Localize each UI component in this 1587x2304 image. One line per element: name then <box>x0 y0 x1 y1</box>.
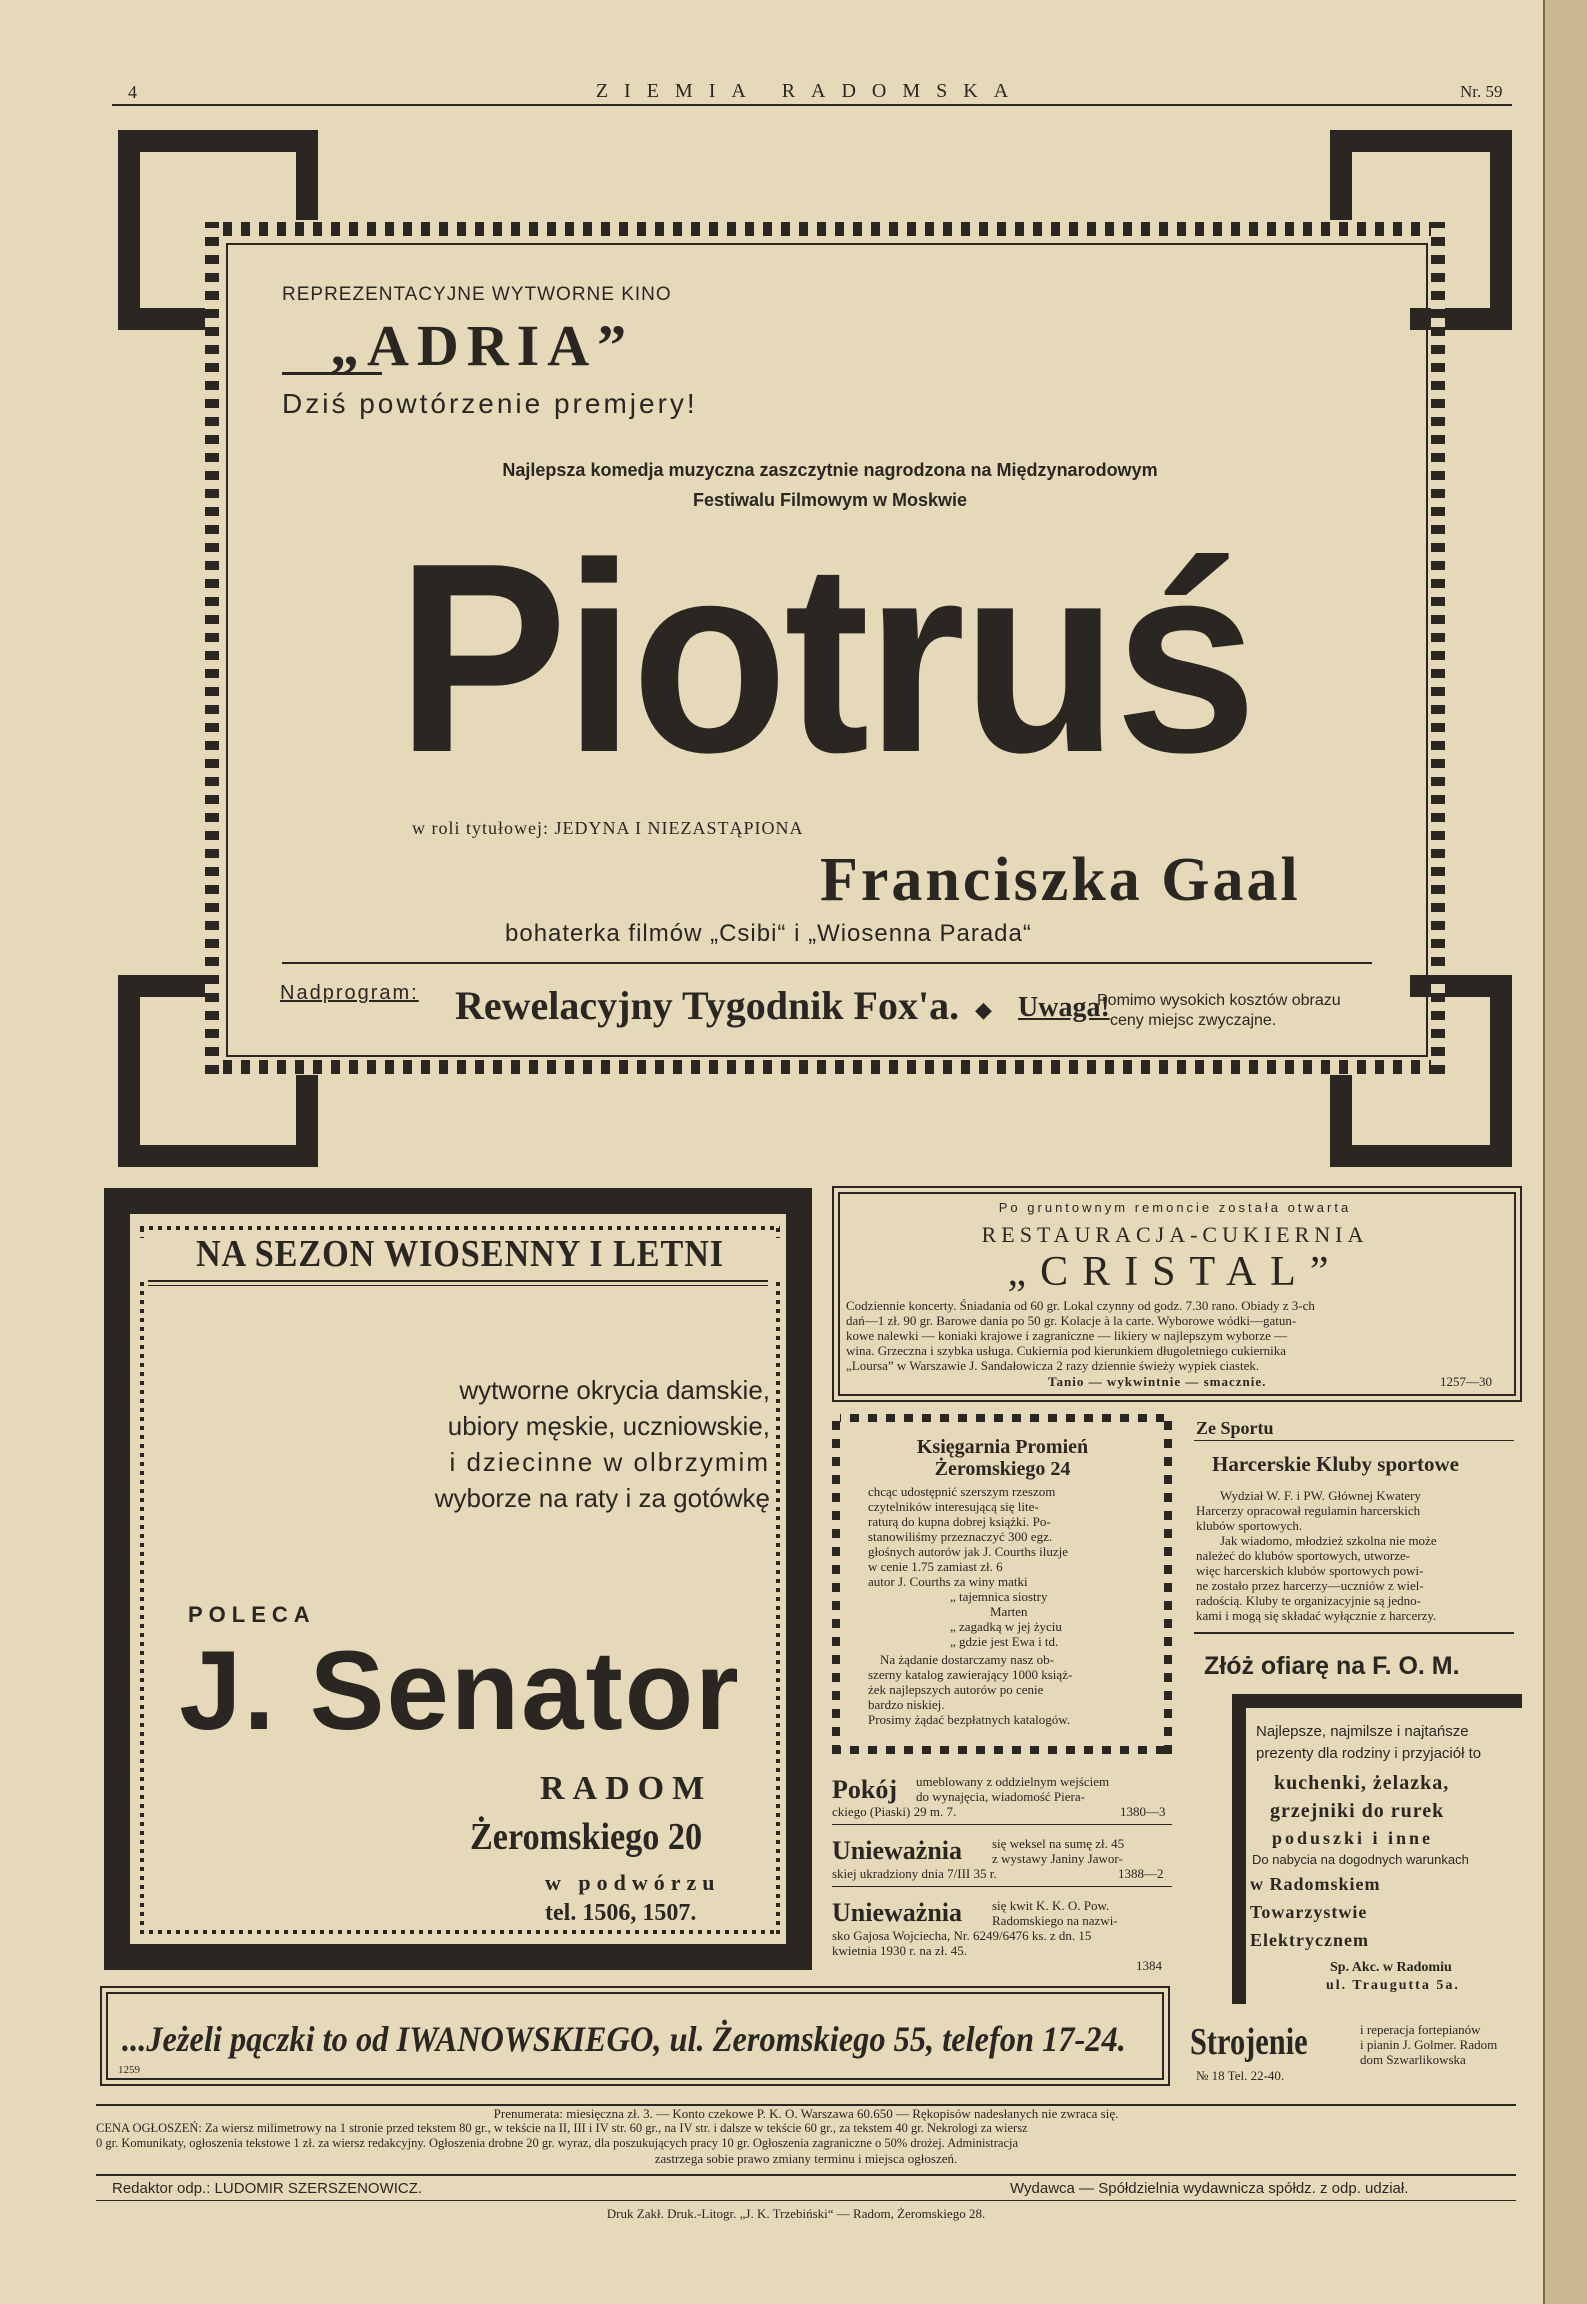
bookshop-address: Żeromskiego 24 <box>934 1458 1071 1480</box>
fom-headline: Złóż ofiarę na F. O. M. <box>1204 1652 1460 1680</box>
film-title: Piotruś <box>396 508 1254 809</box>
bookshop-line: czytelników interesującą się lite- <box>868 1499 1039 1514</box>
senator-tel: tel. 1506, 1507. <box>545 1900 697 1926</box>
fom-line-4: grzejniki do rurek <box>1270 1800 1445 1822</box>
fom-line-3: kuchenki, żelazka, <box>1274 1772 1450 1794</box>
cristal-name: „CRISTAL” <box>1007 1249 1343 1295</box>
footer-pricing-2: 0 gr. Komunikaty, ogłoszenia tekstowe 1 zł. za wiersz redakcyjny. Ogłoszenia drobne 20 gr. wyraz, dla poszukujących pracy 10 gr. Ogłoszenia zagraniczne o 50% drożej. Administracja <box>96 2136 1019 2150</box>
cristal-body-5: „Loursa” w Warszawie J. Sandałowicza 2 razy dziennie świeży wypiek ciastek. <box>846 1358 1260 1373</box>
bookshop-line: Na żądanie dostarczamy nasz ob- <box>880 1652 1054 1667</box>
bookshop-line: stanowiliśmy przeznaczyć 300 egz. <box>868 1529 1053 1544</box>
bookshop-line: raturą do kupna dobrej książki. Po- <box>868 1514 1051 1529</box>
fom-line-10: Sp. Akc. w Radomiu <box>1330 1960 1452 1975</box>
premiere-repeat: Dziś powtórzenie premjery! <box>282 388 698 419</box>
supplement-title: Rewelacyjny Tygodnik Fox'a. <box>455 983 960 1028</box>
fom-line-2: prezenty dla rodziny i przyjaciół to <box>1256 1745 1482 1762</box>
small-ad-text: skiej ukradziony dnia 7/III 35 r. <box>832 1866 997 1881</box>
header-rule <box>112 104 1512 106</box>
small-ad-text: z wystawy Janiny Jawor- <box>992 1851 1123 1866</box>
footer-printer: Druk Zakł. Druk.-Litogr. „J. K. Trzebiński“ — Radom, Żeromskiego 28. <box>606 2206 986 2221</box>
senator-name: J. Senator <box>179 1628 741 1753</box>
bookshop-line: bardzo niskiej. <box>868 1697 945 1712</box>
footer-publisher: Wydawca — Spółdzielnia wydawnicza spółdz. z odp. udział. <box>1010 2180 1409 2197</box>
fom-line-6: Do nabycia na dogodnych warunkach <box>1252 1852 1469 1867</box>
strojenie-text: i reperacja fortepianów <box>1360 2022 1481 2037</box>
senator-line-4: wyborze na raty i za gotówkę <box>434 1483 770 1513</box>
strojenie-number: № 18 Tel. 22-40. <box>1196 2068 1285 2083</box>
heroine-line: bohaterka filmów „Csibi“ i „Wiosenna Parada“ <box>505 920 1032 947</box>
cristal-body-1: Codziennie koncerty. Śniadania od 60 gr. Lokal czynny od godz. 7.30 rano. Obiady z 3-ch <box>846 1298 1315 1313</box>
bookshop-line: w cenie 1.75 zamiast zł. 6 <box>868 1559 1003 1574</box>
sport-title: Harcerskie Kluby sportowe <box>1212 1452 1459 1476</box>
cristal-slogan: Tanio — wykwintnie — smacznie. <box>1048 1374 1267 1389</box>
fom-line-1: Najlepsze, najmilsze i najtańsze <box>1256 1723 1469 1740</box>
cristal-type: RESTAURACJA-CUKIERNIA <box>981 1222 1369 1247</box>
footer-pricing-1: CENA OGŁOSZEŃ: Za wiersz milimetrowy na 1 stronie przed tekstem 80 gr., w tekście na II, III i IV str. 60 gr., na IV str. i dalsze w tekście 60 gr., za tekstem 40 gr. Nekrologi za wiersz <box>96 2121 1028 2135</box>
sport-section-label: Ze Sportu <box>1196 1418 1274 1438</box>
poleca-label: POLECA <box>188 1602 316 1627</box>
senator-line-1: wytworne okrycia damskie, <box>459 1375 770 1405</box>
small-ad-text: do wynajęcia, wiadomość Piera- <box>916 1789 1085 1804</box>
page-number: 4 <box>128 82 137 102</box>
senator-city: RADOM <box>540 1770 713 1807</box>
fom-line-5: poduszki i inne <box>1272 1828 1434 1848</box>
bookshop-line: autor J. Courths za winy matki <box>868 1574 1028 1589</box>
footer-pricing-3: zastrzega sobie prawo zmiany terminu i miejsca ogłoszeń. <box>654 2151 958 2166</box>
bookshop-name: Księgarnia Promień <box>916 1436 1089 1458</box>
film-description-2: Festiwalu Filmowym w Moskwie <box>692 490 968 510</box>
bookshop-line: żek najlepszych autorów po cenie <box>868 1682 1044 1697</box>
newspaper-title: ZIEMIA RADOMSKA <box>595 80 1025 102</box>
strojenie-text: dom Szwarlikowska <box>1360 2052 1466 2067</box>
senator-courtyard: w podwórzu <box>545 1870 721 1895</box>
bookshop-line: „ gdzie jest Ewa i td. <box>950 1634 1059 1649</box>
small-ad-ref: 1380—3 <box>1120 1804 1166 1819</box>
cristal-body-2: dań—1 zł. 90 gr. Barowe dania po 50 gr. Kolacje à la carte. Wyborowe wódki—gatun- <box>846 1313 1297 1328</box>
footer-editor: Redaktor odp.: LUDOMIR SZERSZENOWICZ. <box>112 2180 423 2197</box>
small-ad-text: sko Gajosa Wojciecha, Nr. 6249/6476 ks. z dn. 15 kwietnia 1930 r. na zł. 45. <box>832 1928 1092 1958</box>
sport-line: więc harcerskich klubów sportowych powi- <box>1196 1563 1424 1578</box>
paczki-ref: 1259 <box>118 2064 140 2076</box>
adjacent-page-edge <box>1543 0 1587 2304</box>
small-ad-text: umeblowany z oddzielnym wejściem <box>916 1774 1110 1789</box>
strojenie-title: Strojenie <box>1190 2021 1308 2063</box>
footer-subscription: Prenumerata: miesięczna zł. 3. — Konto czekowe P. K. O. Warszawa 60.650 — Rękopisów nadesłanych nie zwraca się. <box>493 2106 1119 2121</box>
sport-line: Wydział W. F. i PW. Głównej Kwatery <box>1220 1488 1421 1503</box>
cristal-body-3: kowe nalewki — koniaki krajowe i zagraniczne — likiery w najlepszym wyborze — <box>846 1328 1288 1343</box>
bookshop-line: chcąc udostępnić szerszym rzeszom <box>868 1484 1056 1499</box>
bookshop-line: Marten <box>990 1604 1028 1619</box>
bookshop-line: szerny katalog zawierający 1000 książ- <box>868 1667 1073 1682</box>
bookshop-line: Prosimy żądać bezpłatnych katalogów. <box>868 1712 1071 1727</box>
notice-label: Uwaga! <box>1018 992 1110 1023</box>
sport-line: Jak wiadomo, młodzież szkolna nie może <box>1220 1533 1437 1548</box>
sport-line: należeć do klubów sportowych, utworze- <box>1196 1548 1411 1563</box>
senator-headline: NA SEZON WIOSENNY I LETNI <box>195 1233 725 1275</box>
cristal-intro: Po gruntownym remoncie została otwarta <box>998 1200 1352 1215</box>
title-role-line: w roli tytułowej: JEDYNA I NIEZASTĄPIONA <box>412 818 804 838</box>
strojenie-text: i pianin J. Golmer. Radom <box>1360 2037 1498 2052</box>
cristal-body-4: wina. Grzeczna i szybka usługa. Cukiernia pod kierunkiem długoletniego cukiernika <box>846 1343 1287 1358</box>
adria-intro: REPREZENTACYJNE WYTWORNE KINO <box>282 284 672 305</box>
supplement-label: Nadprogram: <box>280 982 419 1004</box>
fom-line-9: Elektrycznem <box>1250 1930 1369 1950</box>
sport-line: ne zostało przez harcerzy—uczniów z wiel- <box>1196 1578 1424 1593</box>
small-ad-ref: 1384 <box>1136 1958 1162 1973</box>
senator-line-3: i dziecinne w olbrzymim <box>449 1447 770 1477</box>
bookshop-line: „ zagadką w jej życiu <box>950 1619 1062 1634</box>
small-ad-title: Pokój <box>832 1775 897 1804</box>
small-ad-text: się kwit K. K. O. Pow. <box>992 1898 1110 1913</box>
sport-line: Harcerzy opracował regulamin harcerskich <box>1196 1503 1421 1518</box>
actress-name: Franciszka Gaal <box>820 846 1301 914</box>
senator-line-2: ubiory męskie, uczniowskie, <box>447 1411 770 1441</box>
fom-line-8: Towarzystwie <box>1250 1902 1368 1922</box>
cinema-name: „ADRIA” <box>330 313 635 378</box>
sport-line: kami i mogą się składać wyłącznie z harcerzy. <box>1196 1608 1437 1623</box>
bookshop-line: „ tajemnica siostry <box>950 1589 1048 1604</box>
small-ad-title: Unieważnia <box>832 1898 962 1927</box>
fom-line-11: ul. Traugutta 5a. <box>1326 1978 1460 1993</box>
fom-line-7: w Radomskiem <box>1250 1874 1381 1894</box>
paczki-text: ...Jeżeli pączki to od IWANOWSKIEGO, ul. Żeromskiego 55, telefon 17-24. <box>122 2019 1126 2059</box>
sport-line: klubów sportowych. <box>1196 1518 1303 1533</box>
sport-line: radością. Kluby te organizacyjnie są jedno- <box>1196 1593 1422 1608</box>
film-description-1: Najlepsza komedja muzyczna zaszczytnie nagrodzona na Międzynarodowym <box>502 460 1158 480</box>
diamond-icon: ◆ <box>975 998 992 1023</box>
notice-text-1: Pomimo wysokich kosztów obrazu <box>1097 992 1341 1009</box>
small-ad-text: Radomskiego na nazwi- <box>992 1913 1118 1928</box>
cristal-ref: 1257—30 <box>1440 1374 1492 1389</box>
small-ad-text: ckiego (Piaski) 29 m. 7. <box>832 1804 957 1819</box>
small-ad-text: się weksel na sumę zł. 45 <box>992 1836 1125 1851</box>
small-ad-title: Unieważnia <box>832 1836 962 1865</box>
bookshop-line: głośnych autorów jak J. Courths iluzje <box>868 1544 1069 1559</box>
senator-street: Żeromskiego 20 <box>470 1816 703 1858</box>
notice-text-2: ceny miejsc zwyczajne. <box>1110 1012 1277 1029</box>
issue-number: Nr. 59 <box>1460 82 1503 101</box>
small-ad-ref: 1388—2 <box>1118 1866 1164 1881</box>
